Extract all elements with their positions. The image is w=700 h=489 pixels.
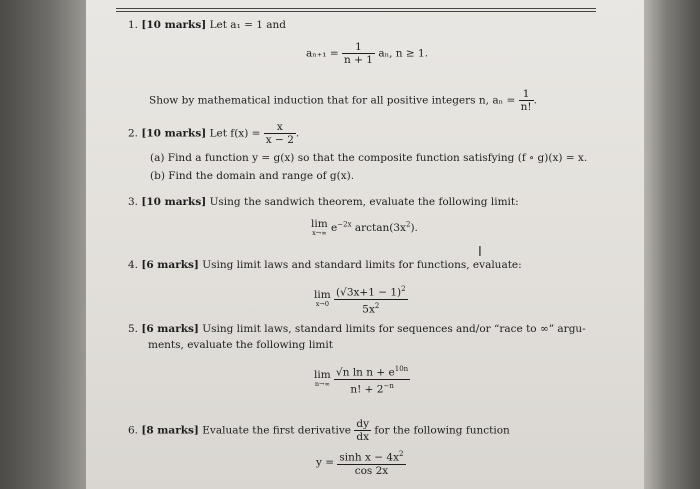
problem-4-limit: lim x→0 $\frac{(√3x+1 - 1)^2}{5x^2}$ [314,285,406,315]
problem-3-intro: 3. [10 marks] Using the sandwich theorem, evaluate the following limit: [128,196,519,208]
problem-2-part-b: (b) Find the domain and range of g(x). [150,170,355,182]
problem-1-task: Show by mathematical induction that for all positive integers n, aₙ = $\frac{1}{n!}$ . [149,88,537,113]
page-shadow-left [0,0,86,489]
top-rule [116,8,596,9]
problem-1-recurrence: aₙ₊₁ = $\frac{1}{n + 1}$ aₙ, n ≥ 1. [306,41,429,66]
problem-5-intro-cont: ments, evaluate the following limit [148,339,333,351]
problem-1-intro: 1. [10 marks] Let a₁ = 1 and [128,19,287,31]
page-shadow-right [644,0,700,489]
problem-6-intro: 6. [8 marks] Evaluate the first derivative $\frac{dy}{dx}$ for the following function [128,418,510,443]
problem-2-part-a: (a) Find a function y = g(x) so that the composite function satisfying (f ∘ g)(x) = x. [150,152,588,164]
problem-2-intro: 2. [10 marks] Let f(x) = $\frac{x}{x - 2}$ . [128,121,300,146]
problem-5-limit: lim n→∞ $\frac{√n \ln n + e^{10n}}{n! + 2^{-n}}$ [314,365,409,395]
problem-4-intro: 4. [6 marks] Using limit laws and standard limits for functions, evaluate: [128,259,522,271]
top-rule-second [116,11,596,12]
problem-6-function: y = $\frac{\sinh x - 4x^2}{\cos 2x}$ [316,450,404,477]
problem-3-limit: lim x→∞ $e^{-2x}$ $\arctan(3x^2)$. [311,218,418,237]
problem-5-intro: 5. [6 marks] Using limit laws, standard limits for sequences and/or “race to ∞” argu- [128,323,586,335]
text-cursor-icon: I [478,245,482,260]
